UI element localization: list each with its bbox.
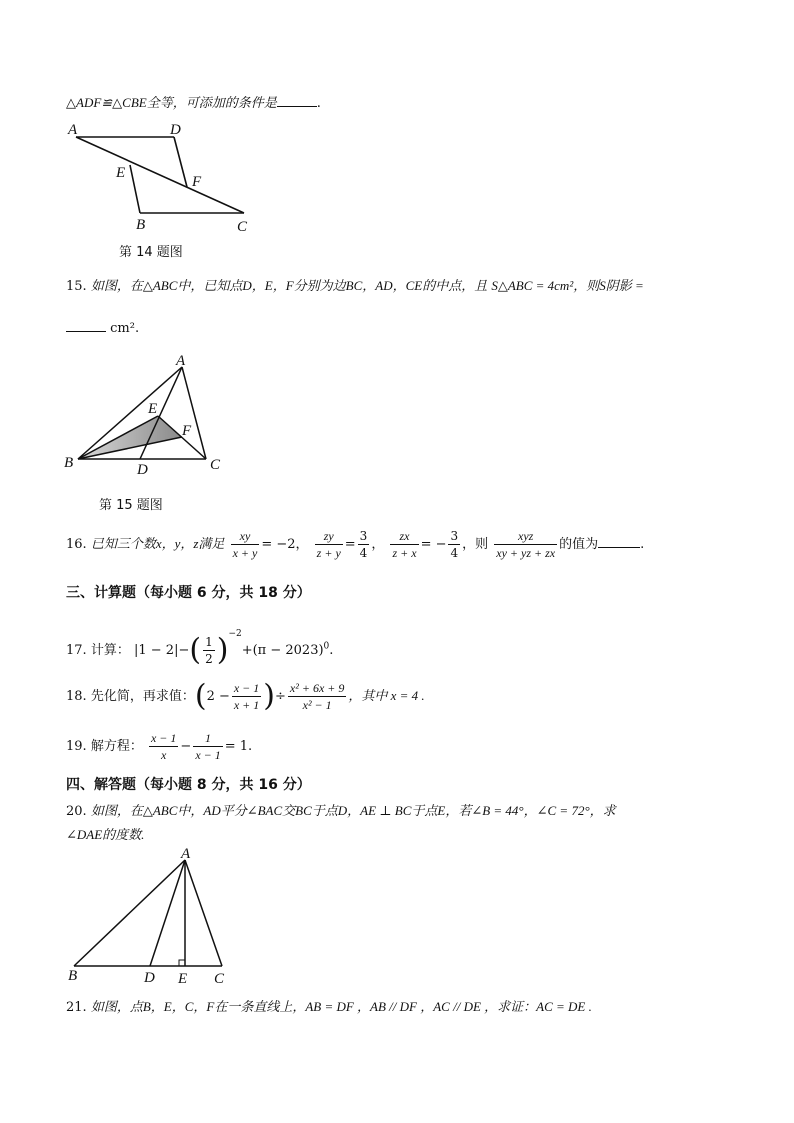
q16-eq-3: = − bbox=[420, 537, 447, 552]
q18-text: 18. 先化简，再求值：(2 − $\frac{x - 1}{x + 1}$ )÷ $\frac{\text{x² + 6x + 9}}{\text{x² − 1}}$ ，其中 x = 4 . bbox=[66, 678, 425, 714]
q19-fraction-b: $\frac{1}{x - 1}$ bbox=[195, 731, 221, 762]
section-4-title: 四、解答题（每小题 8 分，共 16 分） bbox=[66, 777, 311, 793]
q16-text bbox=[66, 527, 644, 562]
q16-answer-blank[interactable] bbox=[598, 534, 640, 548]
q20-label-d: D bbox=[144, 970, 155, 986]
q16-sep: ， bbox=[371, 537, 385, 552]
q20-right-angle-mark bbox=[179, 960, 185, 966]
q15-label-f: F bbox=[182, 423, 192, 439]
q15-text bbox=[66, 275, 644, 294]
q18-condition: ，其中 x = 4 . bbox=[348, 688, 425, 703]
q15-segment-ac bbox=[182, 367, 206, 459]
q14-end: . bbox=[316, 96, 321, 111]
q14-label-b: B bbox=[136, 217, 146, 233]
q21-text bbox=[66, 996, 592, 1015]
q14-segment-be bbox=[130, 165, 140, 213]
q18-divide: ÷ bbox=[275, 689, 286, 704]
q15-label-e: E bbox=[148, 401, 158, 417]
q17-label: 计算： bbox=[90, 643, 130, 658]
q19-text bbox=[66, 730, 252, 764]
section-3-title: 三、计算题（每小题 6 分，共 18 分） bbox=[66, 585, 311, 601]
q20-label-b: B bbox=[68, 968, 78, 984]
q20-segment-ab bbox=[74, 860, 185, 966]
q19-equals: = 1. bbox=[224, 739, 253, 754]
q17-exponent: −2 bbox=[228, 629, 242, 639]
q16-fraction-3: $\frac{zx}{z + x}$ bbox=[392, 529, 417, 560]
q14-segment-df bbox=[174, 137, 187, 187]
q14-label-f: F bbox=[192, 174, 202, 190]
q16-eq-2: = bbox=[344, 537, 356, 552]
q17-exponent-2: 0 bbox=[323, 641, 330, 652]
q18-label: 先化简，再求值： bbox=[90, 689, 195, 704]
q15-answer-blank[interactable] bbox=[66, 318, 106, 332]
q20-text-line2: ∠DAE的度数. bbox=[66, 827, 145, 842]
q14-answer-blank[interactable] bbox=[277, 93, 317, 107]
q20-figure bbox=[64, 846, 244, 988]
q15-label-c: C bbox=[210, 457, 221, 473]
q15-stem: 如图，在△ABC中，已知点D，E，F分别为边BC，AD，CE的中点，且 bbox=[90, 278, 488, 293]
q21-stem: 如图，点B，E，C，F在一条直线上，AB = DF ，AB // DF ，AC // DE ，求证：AC = DE . bbox=[90, 999, 592, 1014]
q15-shaded-region bbox=[78, 416, 182, 459]
q17-text: 17. 计算： |1 − 2|−( $\frac{1}{2}$ )$^{-2}+(\pi - 2023)^0$. bbox=[66, 629, 334, 668]
q14-segment-ac bbox=[76, 137, 244, 213]
q20-segment-ac bbox=[185, 860, 222, 966]
q17-abs: |1 − 2| bbox=[133, 643, 179, 658]
q16-value-2: $\frac{3}{4}$ bbox=[359, 529, 368, 560]
q14-text bbox=[66, 92, 321, 111]
q21-number: 21. bbox=[66, 1000, 87, 1015]
q18-number: 18. bbox=[66, 689, 87, 704]
q15-number: 15. bbox=[66, 279, 87, 294]
q14-label-a: A bbox=[68, 122, 78, 138]
q15-figure bbox=[60, 355, 230, 480]
q15-area-expression: S△ABC = 4cm² bbox=[491, 278, 574, 293]
q16-then: ，则 bbox=[462, 537, 489, 552]
q14-condition-text: △ADF≌△CBE全等，可添加的条件是 bbox=[66, 95, 277, 110]
q16-number: 16. bbox=[66, 537, 87, 552]
q17-minus: − bbox=[178, 643, 190, 658]
q15-caption: 第 15 题图 bbox=[99, 498, 163, 513]
q15-unit: cm². bbox=[110, 321, 140, 336]
q18-fraction-a: $\frac{x - 1}{x + 1}$ bbox=[233, 681, 260, 712]
q20-text-line1 bbox=[66, 800, 616, 819]
q20-label-a: A bbox=[181, 846, 191, 862]
q19-label: 解方程： bbox=[90, 739, 143, 754]
q16-stem: 已知三个数x，y，z满足 bbox=[90, 536, 225, 551]
q19-number: 19. bbox=[66, 739, 87, 754]
q20-label-c: C bbox=[214, 971, 225, 987]
q18-fraction-b: $\frac{\text{x² + 6x + 9}}{\text{x² − 1}}$ bbox=[289, 681, 345, 712]
q15-label-b: B bbox=[64, 455, 74, 471]
q17-end: . bbox=[329, 643, 334, 658]
q15-label-a: A bbox=[176, 355, 186, 369]
q20-label-e: E bbox=[178, 971, 188, 987]
q17-plus-term: +(π − 2023) bbox=[241, 643, 324, 658]
q17-number: 17. bbox=[66, 643, 87, 658]
q16-fraction-2: $\frac{zy}{z + y}$ bbox=[316, 529, 341, 560]
q15-answer-line bbox=[66, 318, 139, 336]
q16-fraction-1: $\frac{xy}{x + y}$ bbox=[232, 529, 258, 560]
q14-label-c: C bbox=[237, 219, 248, 235]
q16-value-3: $\frac{3}{4}$ bbox=[450, 529, 459, 560]
q18-two: 2 − bbox=[206, 689, 230, 704]
q20-number: 20. bbox=[66, 804, 87, 819]
q15-label-d: D bbox=[137, 462, 148, 478]
q19-minus: − bbox=[180, 739, 192, 754]
q17-fraction: $\frac{1}{2}$ bbox=[205, 635, 213, 666]
q14-label-d: D bbox=[170, 122, 181, 138]
q14-label-e: E bbox=[116, 165, 126, 181]
q16-value-1: = −2， bbox=[261, 537, 309, 552]
q14-figure bbox=[60, 115, 270, 237]
q19-fraction-a: $\frac{x - 1}{x}$ bbox=[150, 731, 177, 762]
q16-fraction-4: $\frac{\text{xyz}}{xy + yz + zx}$ bbox=[496, 529, 556, 560]
q14-caption: 第 14 题图 bbox=[119, 245, 183, 260]
q15-ask: ，则S阴影 = bbox=[573, 278, 644, 293]
q16-end: . bbox=[640, 537, 645, 552]
q20-stem: 如图，在△ABC中，AD平分∠BAC交BC于点D，AE ⊥ BC于点E，若∠B = 44°，∠C = 72°，求 bbox=[90, 803, 616, 818]
q16-ask: 的值为 bbox=[559, 537, 599, 552]
